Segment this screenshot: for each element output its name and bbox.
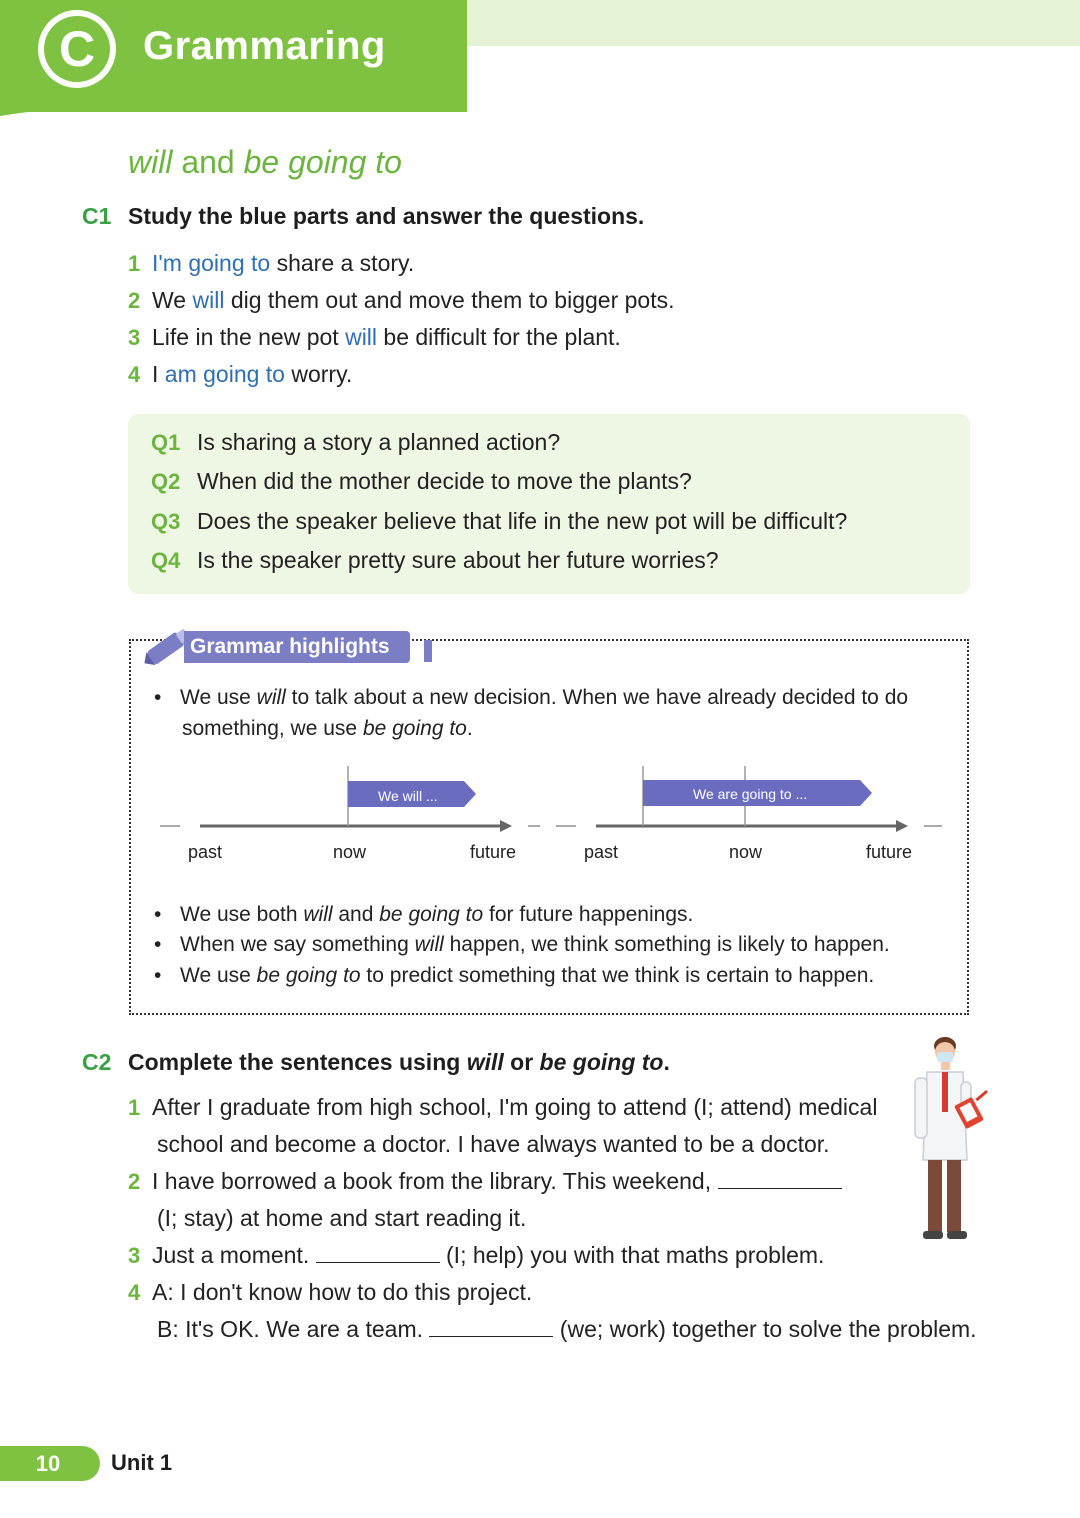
c2-sentence-1-cont: school and become a doctor. I have always wanted to be a doctor. <box>157 1131 830 1157</box>
c2-sentence-3: 3 Just a moment. (I; help) you with that maths problem. <box>128 1242 825 1268</box>
blank-3[interactable] <box>316 1244 440 1263</box>
c1-item-2: 2 We will dig them out and move them to bigger pots. <box>128 287 675 313</box>
section-title: Grammaring <box>143 24 386 68</box>
blank-2[interactable] <box>718 1170 842 1189</box>
highlight-bullet-3: • When we say something will happen, we think something is likely to happen. <box>154 933 890 956</box>
c2-sentence-4-cont: B: It's OK. We are a team. (we; work) together to solve the problem. <box>157 1316 977 1342</box>
doctor-illustration <box>905 1030 995 1252</box>
highlight-bullet-1-cont: something, we use be going to. <box>182 717 473 740</box>
c2-instruction: Complete the sentences using will or be going to. <box>128 1049 670 1075</box>
grammar-highlights-title: Grammar highlights <box>184 631 410 663</box>
c1-item-1: 1 I'm going to share a story. <box>128 250 415 276</box>
header-light-band <box>467 0 1080 46</box>
timeline-will-future: future <box>470 842 517 862</box>
c2-sentence-4: 4 A: I don't know how to do this project. <box>128 1279 533 1305</box>
question-4: Q4 Is the speaker pretty sure about her future worries? <box>151 547 719 573</box>
c2-sentence-2-cont: (I; stay) at home and start reading it. <box>157 1205 527 1231</box>
badge-tab <box>424 640 432 662</box>
c1-instruction: Study the blue parts and answer the questions. <box>128 203 645 229</box>
timeline-will-now: now <box>333 842 367 862</box>
c1-item-4: 4 I am going to worry. <box>128 361 353 387</box>
timeline-going-to-tag: We are going to ... <box>693 786 808 802</box>
header-curve <box>0 96 470 126</box>
blank-4[interactable] <box>429 1318 553 1337</box>
timeline-going-to-now: now <box>729 842 763 862</box>
lesson-subheading: will and be going to <box>128 144 402 180</box>
c2-number: C2 <box>82 1049 112 1075</box>
unit-label: Unit 1 <box>111 1450 173 1475</box>
highlight-bullet-4: • We use be going to to predict something that we think is certain to happen. <box>154 964 875 987</box>
section-letter-badge: C <box>44 16 110 82</box>
c1-item-3: 3 Life in the new pot will be difficult for the plant. <box>128 324 621 350</box>
timeline-will-past: past <box>188 842 223 862</box>
timeline-will <box>150 760 540 840</box>
timeline-going-to-past: past <box>584 842 619 862</box>
c2-sentence-2: 2 I have borrowed a book from the library. This weekend, <box>128 1168 842 1195</box>
highlight-bullet-1: • We use will to talk about a new decision. When we have already decided to do <box>154 686 909 709</box>
question-3: Q3 Does the speaker believe that life in the new pot will be difficult? <box>151 508 848 534</box>
highlight-bullet-2: • We use both will and be going to for future happenings. <box>154 903 694 926</box>
question-2: Q2 When did the mother decide to move the plants? <box>151 468 692 494</box>
timeline-going-to-future: future <box>866 842 913 862</box>
c2-sentence-1: 1 After I graduate from high school, I'm going to attend (I; attend) medical <box>128 1094 878 1120</box>
timeline-will-tag: We will ... <box>378 788 438 804</box>
question-1: Q1 Is sharing a story a planned action? <box>151 429 561 455</box>
c1-number: C1 <box>82 203 112 229</box>
page-number: 10 <box>0 1446 100 1481</box>
